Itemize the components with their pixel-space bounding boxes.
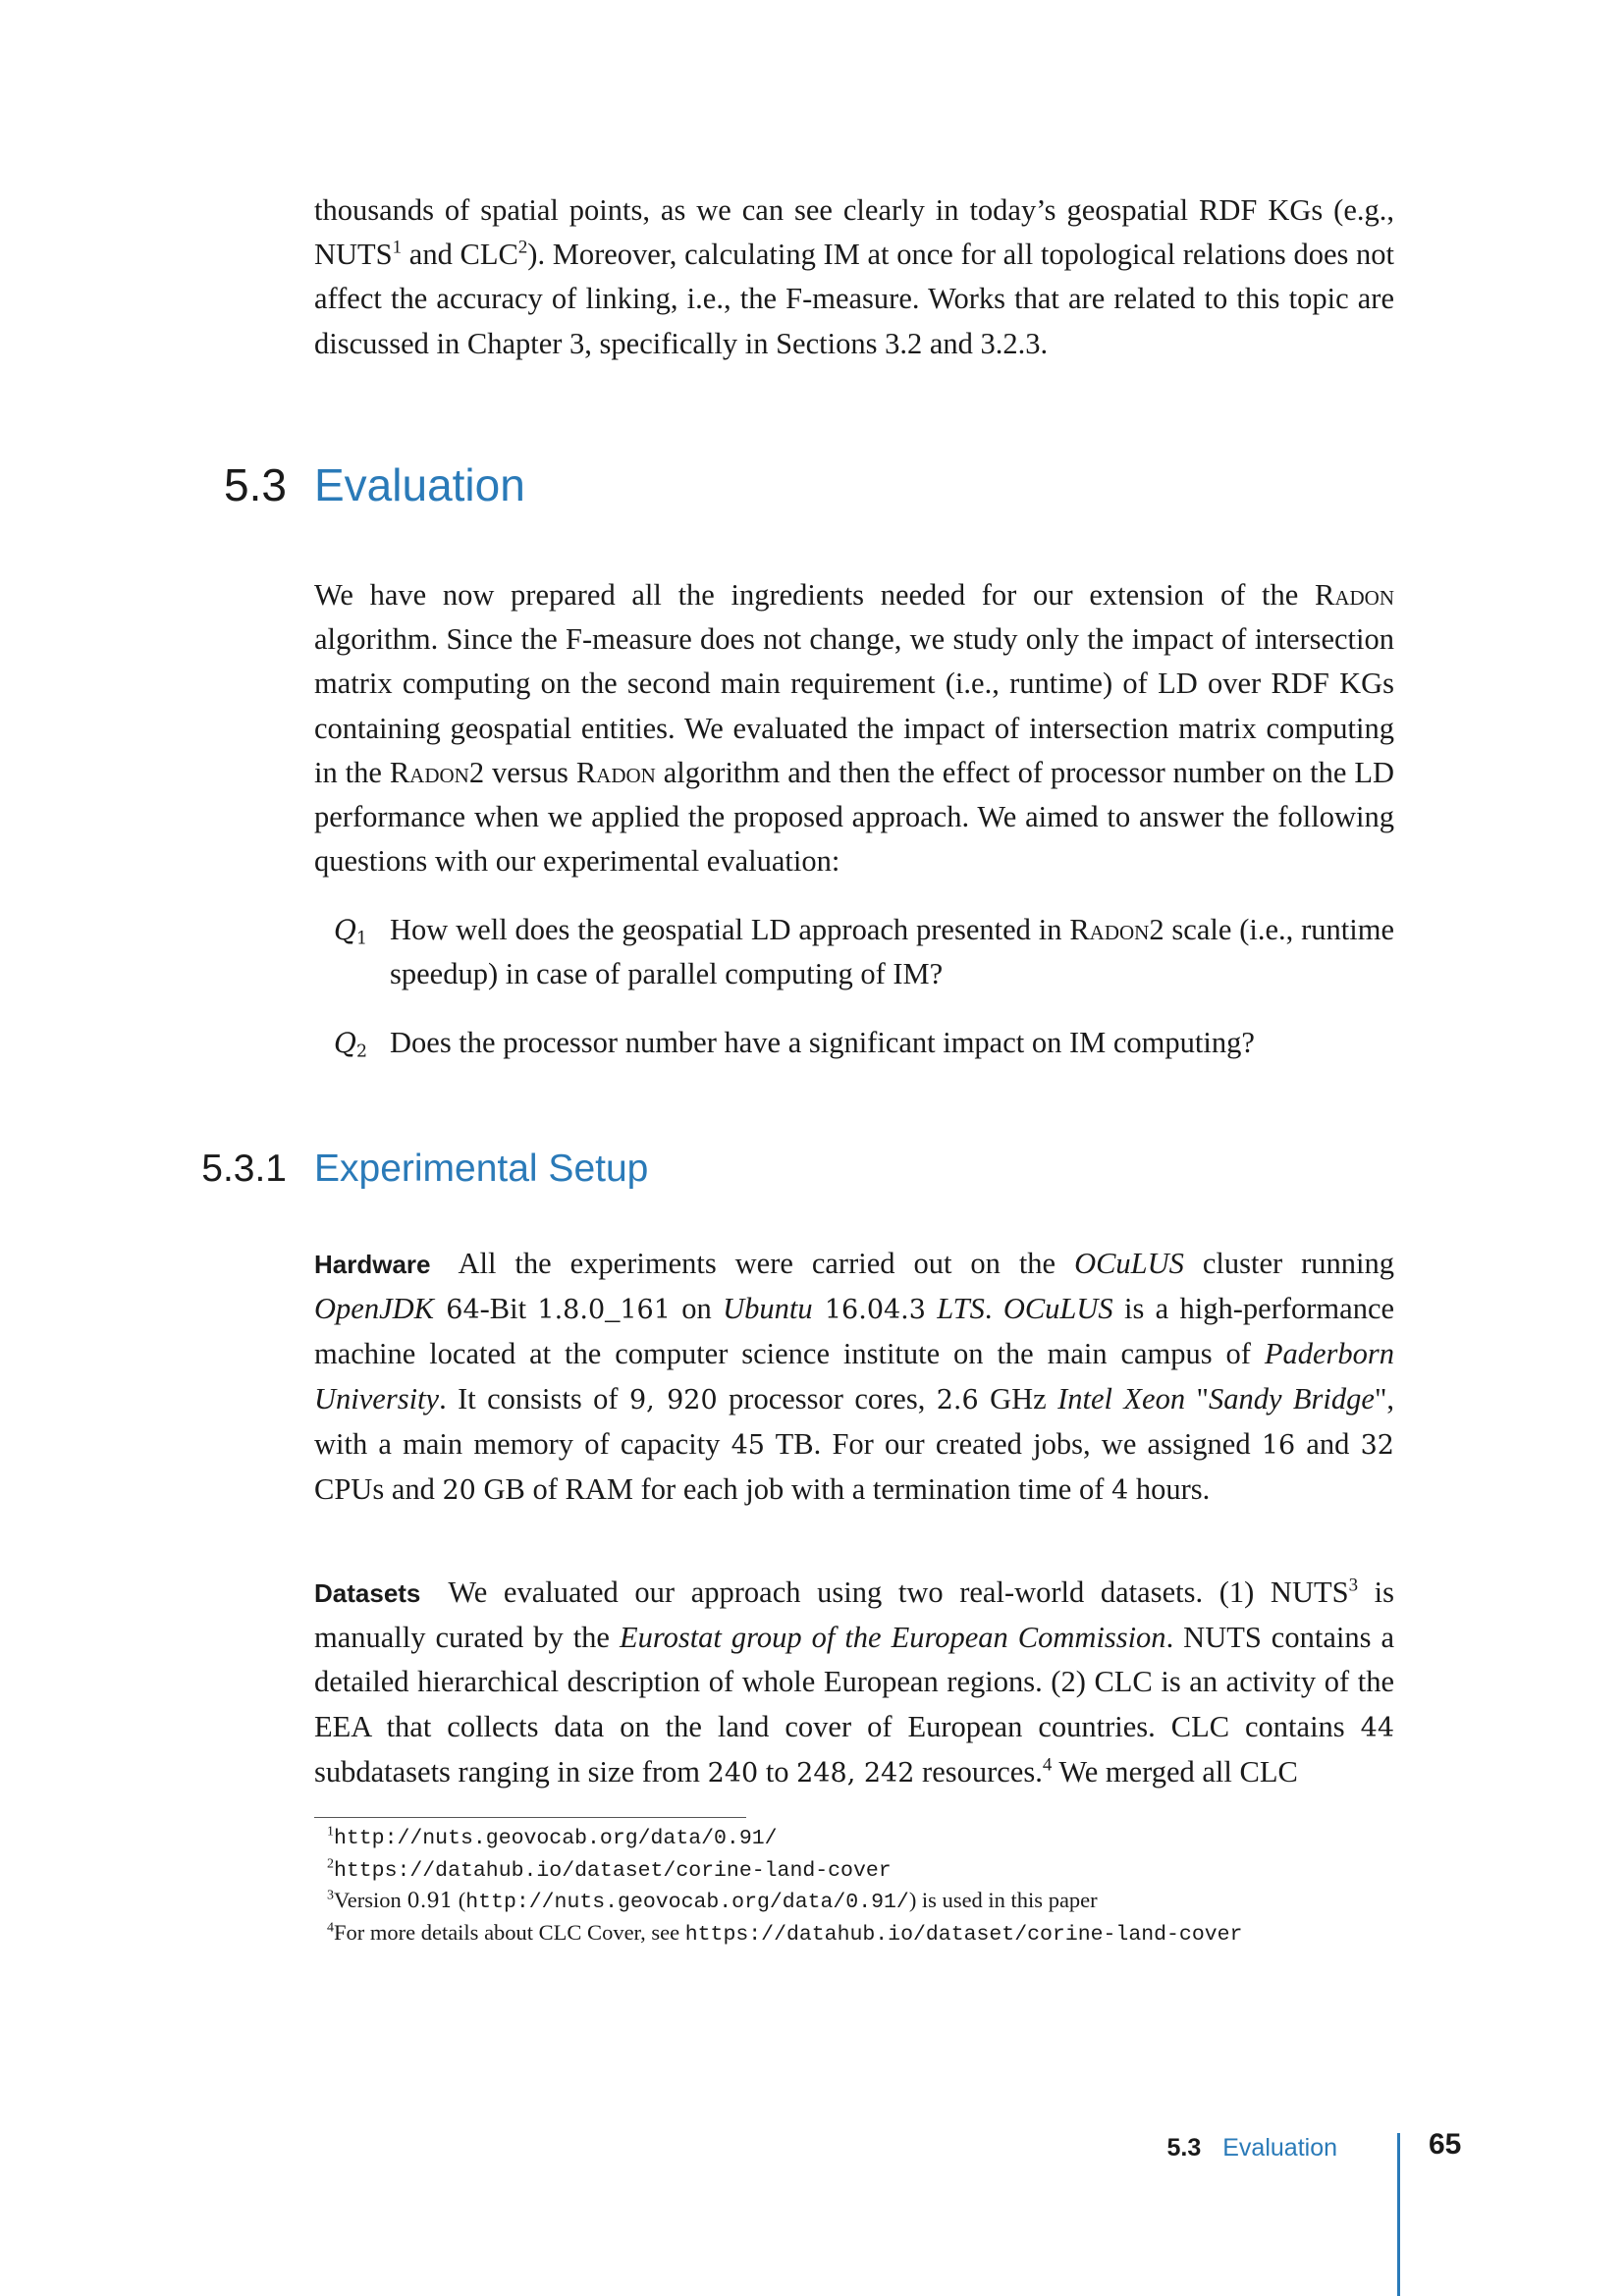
- question-text: How well does the geospatial LD approach presented in Radon2 scale (i.e., runtime speedup) in case of parallel computing of IM?: [390, 913, 1394, 991]
- footnote-1: $^1$http://nuts.geovocab.org/data/0.91/: [327, 1824, 778, 1850]
- hardware-paragraph: Hardware All the experiments were carried out on the OCuLUS cluster running OpenJDK 64-Bit 1.8.0_161 on Ubuntu 16.04.3 LTS. OCuLUS is a high-performance machine located at the computer science institute on the main campus of Paderborn University. It consists of 9, 920 processor cores, 2.6 GHz Intel Xeon "Sandy Bridge", with a main memory of capacity 45 TB. For our created jobs, we assigned 16 and 32 CPUs and 20 GB of RAM for each job with a termination time of 4 hours.: [314, 1247, 1395, 1507]
- footer-section-title: Evaluation: [1222, 2134, 1337, 2162]
- evaluation-paragraph: We have now prepared all the ingredients needed for our extension of the Radon algorithm. Since the F-measure does not change, we study only the impact of intersection matrix computing on the second main requirement (i.e., runtime) of LD over RDF KGs containing geospatial entities. We evaluated the impact of intersection matrix computing in the Radon2 versus Radon algorithm and then the effect of processor number on the LD performance when we applied the proposed approach. We aimed to answer the following questions with our experimental evaluation:: [314, 578, 1394, 879]
- footnote-2: $^2$https://datahub.io/dataset/corine-land-cover: [327, 1855, 892, 1883]
- datasets-paragraph: Datasets We evaluated our approach using two real-world datasets. (1) NUTS$^3$ is manually curated by the Eurostat group of the European Commission. NUTS contains a detailed hierarchical description of whole European regions. (2) CLC is an activity of the EEA that collects data on the land cover of European countries. CLC contains 44 subdatasets ranging in size from 240 to 248, 242 resources.$^4$ We merged all CLC: [314, 1575, 1394, 1789]
- question-label: $Q_2$: [334, 1027, 368, 1062]
- datasets-label: Datasets: [314, 1578, 421, 1608]
- intro-paragraph: thousands of spatial points, as we can see clearly in today’s geospatial RDF KGs (e.g., NUTS$^1$ and CLC$^2$). Moreover, calculating IM at once for all topological relations does not affect the accuracy of linking, i.e., the F-measure. Works that are related to this topic are discussed in Chapter 3, specifically in Sections 3.2 and 3.2.3.: [314, 193, 1394, 360]
- footer-accent-bar: [1397, 2133, 1400, 2296]
- footnote-3: $^3$Version 0.91 (http://nuts.geovocab.org/data/0.91/) is used in this paper: [327, 1888, 1098, 1914]
- subsection-title: Experimental Setup: [314, 1148, 649, 1190]
- page-number: 65: [1429, 2128, 1462, 2161]
- section-title: Evaluation: [314, 459, 525, 510]
- hardware-label: Hardware: [314, 1250, 431, 1279]
- footnote-link[interactable]: https://datahub.io/dataset/corine-land-cover: [684, 1922, 1243, 1947]
- footnote-link[interactable]: http://nuts.geovocab.org/data/0.91/: [465, 1891, 909, 1914]
- footnote-ref-1[interactable]: 1: [392, 237, 403, 258]
- footnote-ref-2[interactable]: 2: [517, 237, 528, 258]
- subsection-number: 5.3.1: [201, 1148, 287, 1190]
- running-footer: [1166, 2134, 1337, 2163]
- footnote-ref-4[interactable]: 4: [1042, 1754, 1053, 1776]
- footnote-ref-3[interactable]: 3: [1348, 1575, 1359, 1596]
- footer-section-number: 5.3: [1166, 2134, 1202, 2162]
- question-item: [334, 908, 1394, 996]
- question-text: Does the processor number have a significant impact on IM computing?: [390, 1026, 1255, 1059]
- footnote-link[interactable]: https://datahub.io/dataset/corine-land-cover: [333, 1858, 892, 1883]
- footnote-4: $^4$For more details about CLC Cover, see https://datahub.io/dataset/corine-land-cover: [327, 1919, 1243, 1947]
- footnote-link[interactable]: http://nuts.geovocab.org/data/0.91/: [333, 1827, 778, 1850]
- question-label: $Q_1$: [334, 914, 368, 949]
- section-number: 5.3: [224, 459, 287, 510]
- question-item: [334, 1021, 1394, 1065]
- footnote-divider: [314, 1817, 746, 1818]
- footnotes: [327, 1822, 1407, 1949]
